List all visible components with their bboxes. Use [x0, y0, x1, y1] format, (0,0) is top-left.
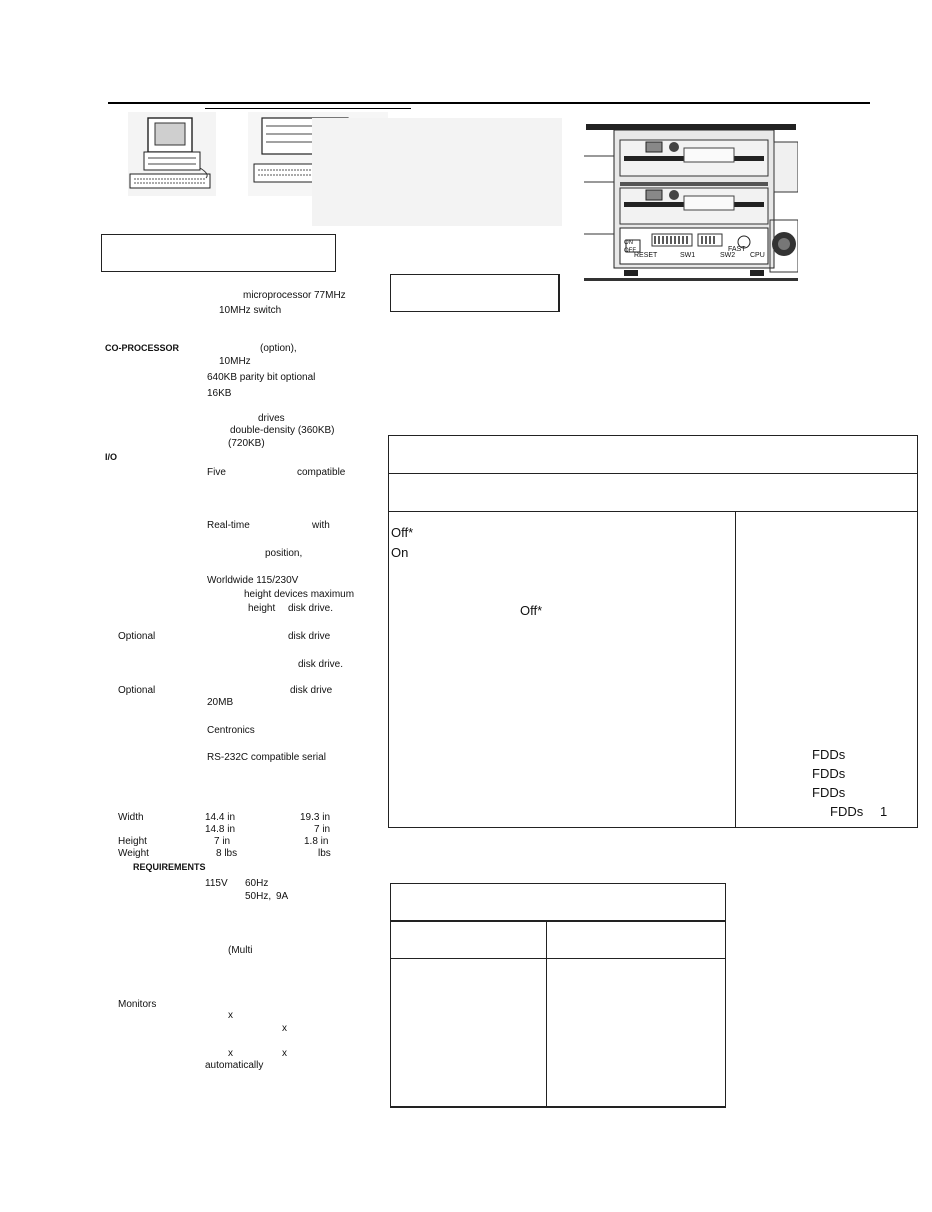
power-9a: 9A: [276, 891, 289, 902]
spec-position: position,: [265, 548, 303, 559]
desktop-computer-illustration: [128, 112, 216, 196]
reset-label: RESET: [634, 252, 658, 259]
spec-rs232: RS-232C compatible serial: [207, 752, 326, 763]
res-x-3: x: [228, 1048, 233, 1059]
height-value-2: 1.8 in: [304, 836, 329, 847]
fdd-count-4: 1: [880, 804, 888, 819]
requirements-heading: REQUIREMENTS: [133, 862, 206, 872]
left-title-box: [101, 234, 336, 272]
lower-table-col-divider: [546, 921, 547, 1108]
switch-row-on: On: [391, 545, 409, 560]
coprocessor-heading: CO-PROCESSOR: [105, 343, 180, 353]
depth-value-2: 7 in: [314, 824, 331, 835]
sw1-label: SW1: [680, 252, 696, 259]
res-x-4: x: [282, 1048, 287, 1059]
monitors-label: Monitors: [118, 999, 157, 1010]
io-heading: I/O: [105, 452, 118, 462]
fdd-label-3: FDDs: [812, 785, 846, 800]
res-x-2: x: [282, 1023, 287, 1034]
photo-backdrop: [312, 118, 562, 226]
fdd-label-4: FDDs: [830, 804, 864, 819]
top-subrule: [205, 108, 411, 109]
width-value-2: 19.3 in: [300, 812, 331, 823]
spec-automatically: automatically: [205, 1060, 264, 1071]
switch-row-off: Off*: [391, 525, 414, 540]
spec-compatible: compatible: [297, 467, 346, 478]
on-label: ON: [624, 240, 633, 246]
spec-disk-drive-2: disk drive: [288, 631, 331, 642]
spec-cpu-speed: 77MHz: [314, 290, 346, 301]
fdd-label-2: FDDs: [812, 766, 846, 781]
spec-disk-drive-1: disk drive.: [288, 603, 334, 614]
power-50hz: 50Hz,: [245, 891, 272, 902]
spec-coproc-speed: 10MHz: [219, 356, 251, 367]
depth-value-1: 14.8 in: [205, 824, 236, 835]
middle-title-box: [390, 274, 560, 312]
spec-disk-drive-3: disk drive.: [298, 659, 344, 670]
spec-centronics: Centronics: [207, 725, 255, 736]
off-label: OFF: [624, 248, 636, 254]
spec-option: (option),: [260, 343, 297, 354]
fdd-label-1: FDDs: [812, 747, 846, 762]
switch-panel-labels: [620, 252, 780, 264]
spec-dd: double-density (360KB): [230, 425, 335, 436]
weight-label: Weight: [118, 848, 149, 859]
top-rule: [108, 102, 870, 104]
spec-video-mem: 16KB: [207, 388, 232, 399]
switch-table-col-divider: [735, 511, 736, 828]
spec-height: height: [248, 603, 276, 614]
spec-height-devices: height devices maximum: [244, 589, 355, 600]
spec-switch: 10MHz switch: [219, 305, 282, 316]
spec-five: Five: [207, 467, 226, 478]
spec-720: (720KB): [228, 438, 265, 449]
spec-20mb: 20MB: [207, 697, 234, 708]
switch-table-divider-2: [388, 511, 918, 512]
sw2-label: SW2: [720, 252, 736, 259]
height-label: Height: [118, 836, 147, 847]
spec-with: with: [312, 520, 330, 531]
spec-worldwide: Worldwide 115/230V: [207, 575, 299, 586]
lower-table-header-rule: [390, 920, 726, 922]
width-value-1: 14.4 in: [205, 812, 236, 823]
spec-optional-1: Optional: [118, 631, 156, 642]
spec-drives: drives: [258, 413, 285, 424]
spec-disk-drive-4: disk drive: [290, 685, 333, 696]
spec-cpu: microprocessor: [243, 290, 312, 301]
res-x-1: x: [228, 1010, 233, 1021]
spec-realtime: Real-time: [207, 520, 250, 531]
spec-multi: (Multi: [228, 945, 253, 956]
fast-label: FAST: [728, 246, 746, 253]
weight-value-1: 8 lbs: [216, 848, 238, 859]
spec-memory: 640KB parity bit optional: [207, 372, 316, 383]
lower-table-subheader-rule: [390, 958, 726, 959]
power-60hz: 60Hz: [245, 878, 269, 889]
switch-row-off-2: Off*: [520, 603, 543, 618]
weight-value-2: lbs: [318, 848, 331, 859]
width-label: Width: [118, 812, 144, 823]
lower-table: [390, 883, 726, 1108]
cpu-label: CPU: [750, 252, 765, 259]
spec-optional-2: Optional: [118, 685, 156, 696]
height-value-1: 7 in: [214, 836, 231, 847]
power-115v: 115V: [205, 878, 228, 889]
switch-table-divider-1: [388, 473, 918, 474]
